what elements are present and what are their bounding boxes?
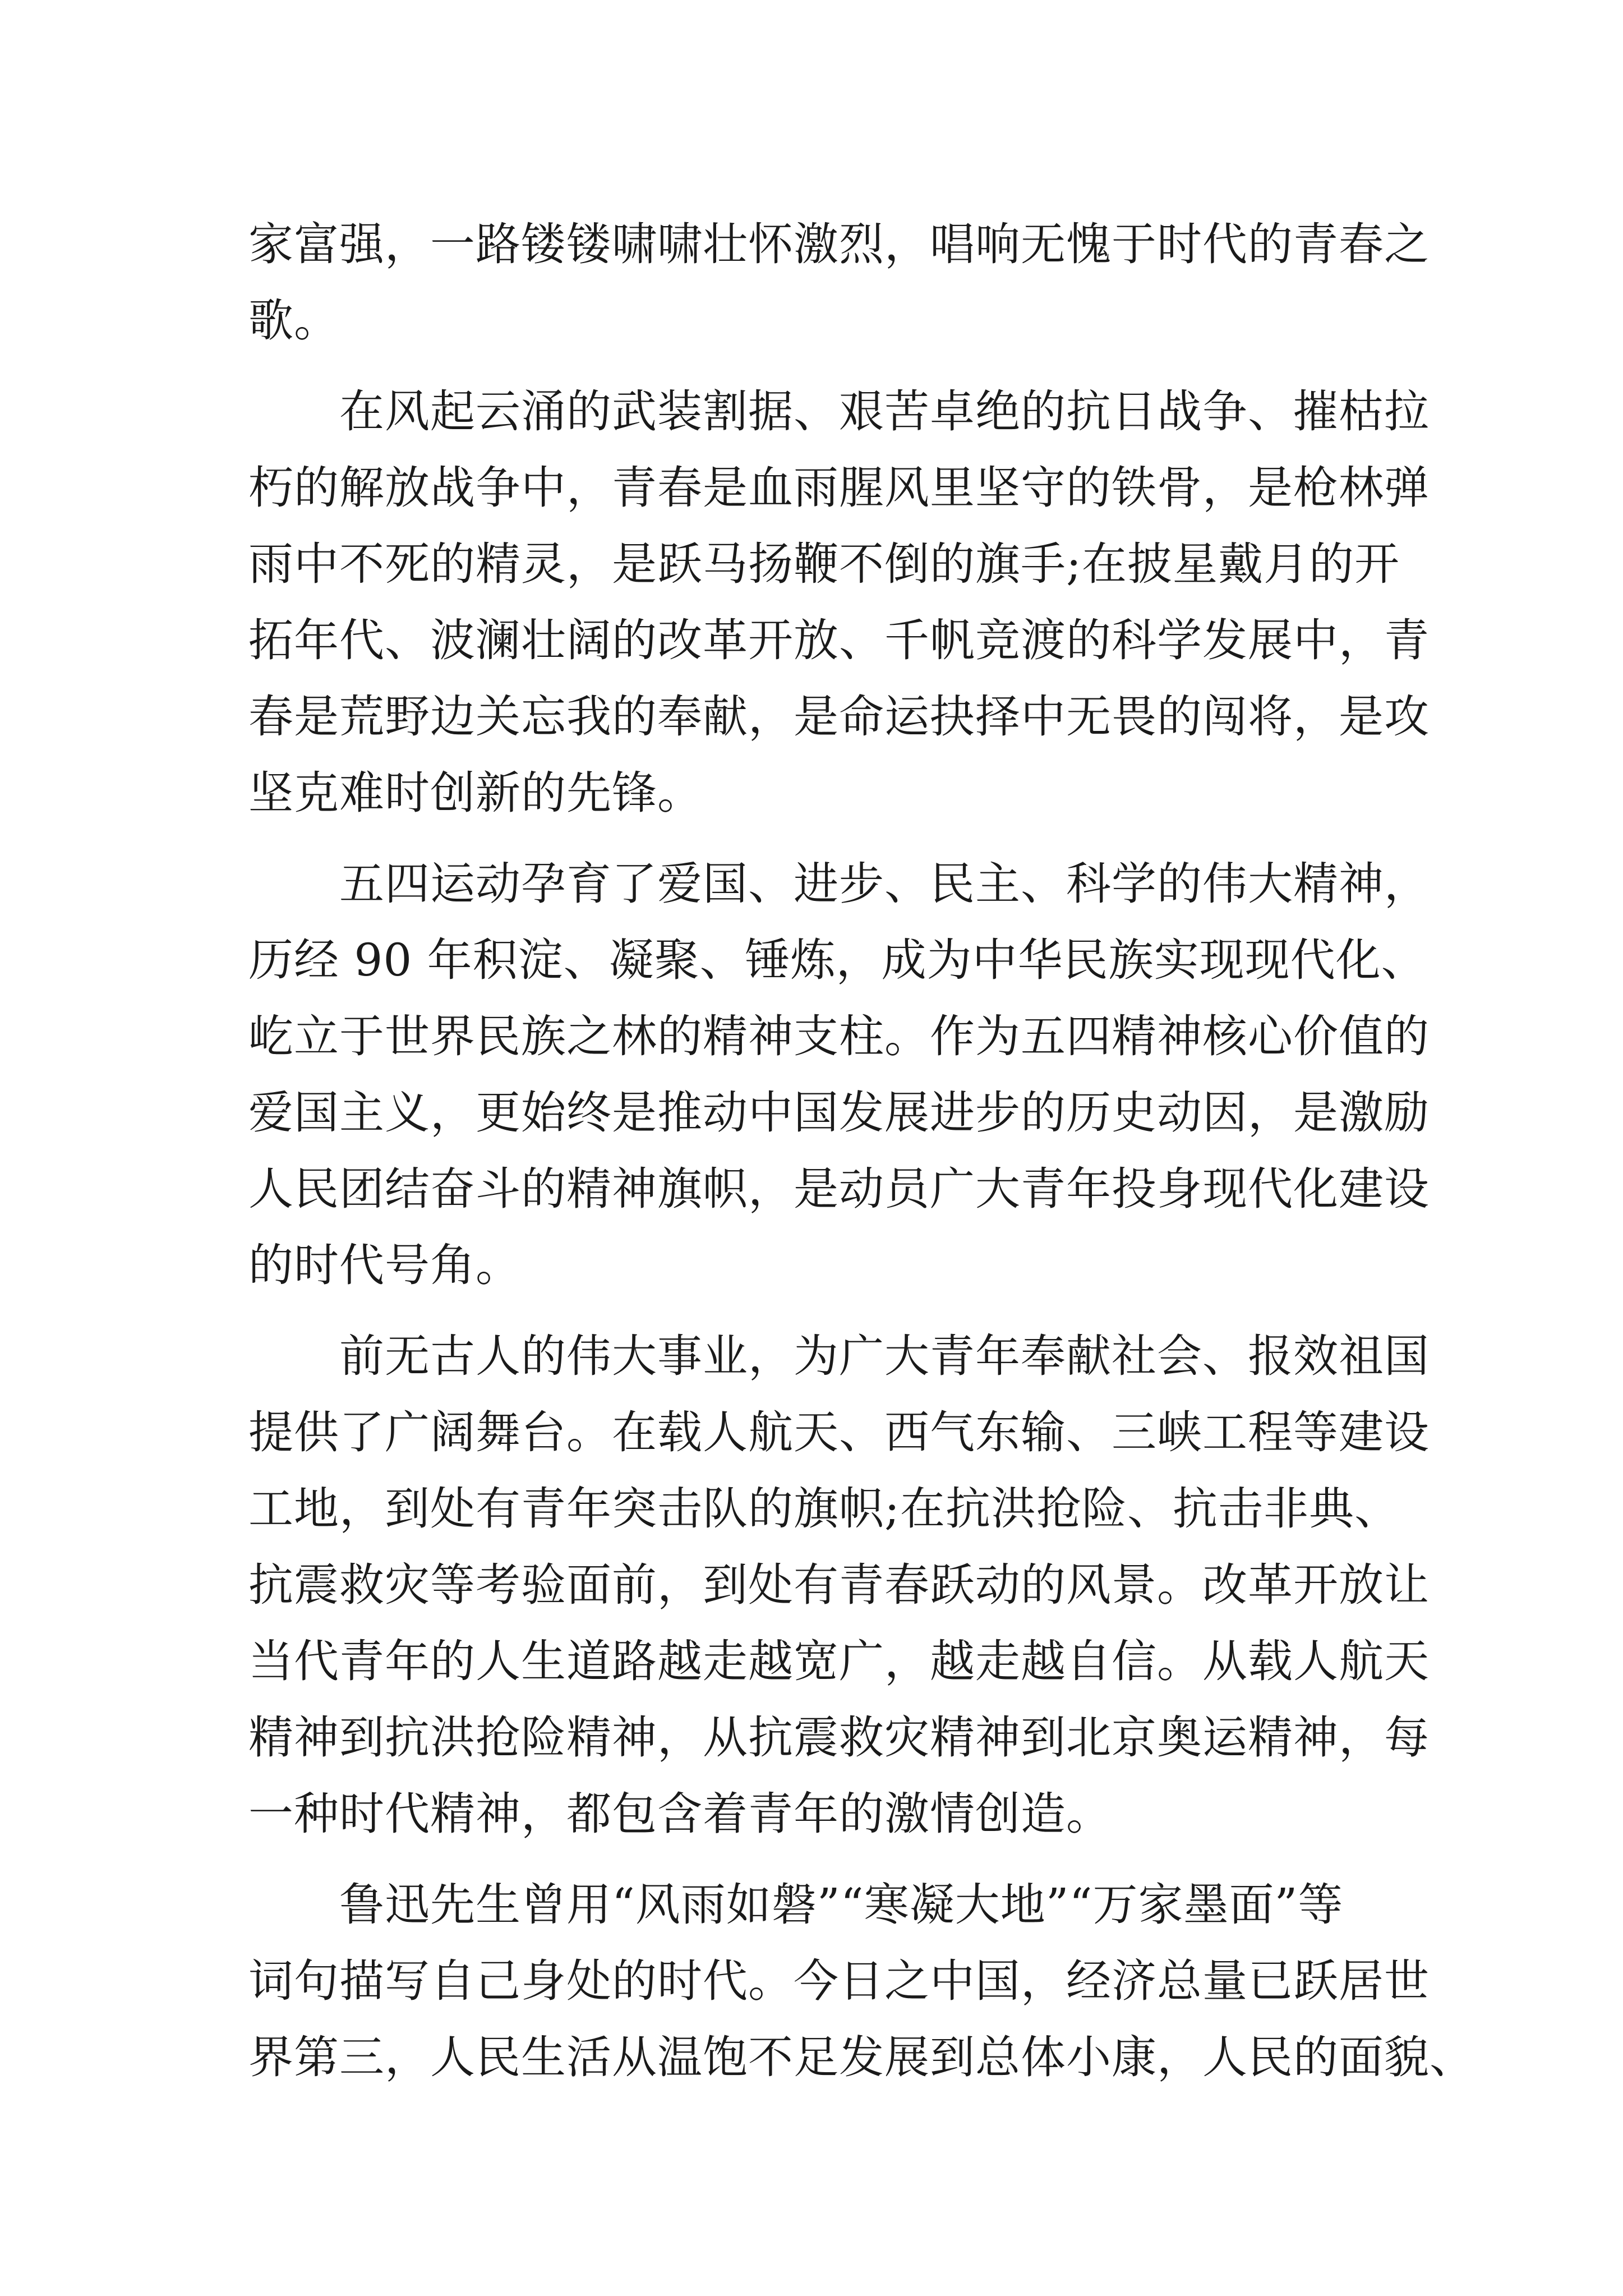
- text-line: 春是荒野边关忘我的奉献，是命运抉择中无畏的闯将，是攻: [248, 691, 1430, 743]
- text-line: 爱国主义，更始终是推动中国发展进步的历史动因，是激励: [248, 1087, 1430, 1139]
- paragraph: [248, 1867, 1475, 2096]
- text-line: 歌。: [248, 295, 339, 347]
- text-line: 精神到抗洪抢险精神，从抗震救灾精神到北京奥运精神，每: [248, 1711, 1430, 1764]
- text-line: 的时代号角。: [248, 1239, 521, 1291]
- paragraph: [248, 846, 1430, 1304]
- text-line: 工地，到处有青年突击队的旗帜;在抗洪抢险、抗击非典、: [248, 1483, 1400, 1535]
- text-line: 家富强，一路镂镂啸啸壮怀激烈，唱响无愧于时代的青春之: [248, 218, 1430, 270]
- text-line: 提供了广阔舞台。在载人航天、西气东输、三峡工程等建设: [248, 1406, 1430, 1458]
- text-line: 五四运动孕育了爱国、进步、民主、科学的伟大精神，: [248, 858, 1430, 910]
- paragraph: [248, 206, 1430, 359]
- text-line: 抗震救灾等考验面前，到处有青春跃动的风景。改革开放让: [248, 1559, 1430, 1611]
- text-line: 屹立于世界民族之林的精神支柱。作为五四精神核心价值的: [248, 1010, 1430, 1062]
- paragraph: [248, 1318, 1430, 1852]
- text-line: 拓年代、波澜壮阔的改革开放、千帆竞渡的科学发展中，青: [248, 614, 1430, 666]
- text-line: 在风起云涌的武装割据、艰苦卓绝的抗日战争、摧枯拉: [248, 385, 1430, 438]
- text-line: 词句描写自己身处的时代。今日之中国，经济总量已跃居世: [248, 1955, 1430, 2007]
- text-line: 人民团结奋斗的精神旗帜，是动员广大青年投身现代化建设: [248, 1163, 1430, 1215]
- body-text: [248, 206, 1475, 2096]
- text-line: 历经 90 年积淀、凝聚、锤炼，成为中华民族实现现代化、: [248, 934, 1427, 986]
- text-line: 雨中不死的精灵，是跃马扬鞭不倒的旗手;在披星戴月的开: [248, 538, 1400, 590]
- text-line: 坚克难时创新的先锋。: [248, 767, 703, 819]
- text-line: 前无古人的伟大事业，为广大青年奉献社会、报效祖国: [248, 1330, 1430, 1382]
- text-line: 朽的解放战争中，青春是血雨腥风里坚守的铁骨，是枪林弹: [248, 462, 1430, 514]
- text-line: 当代青年的人生道路越走越宽广，越走越自信。从载人航天: [248, 1635, 1430, 1687]
- text-line: 一种时代精神，都包含着青年的激情创造。: [248, 1788, 1112, 1840]
- paragraph: [248, 374, 1430, 831]
- text-line: 界第三，人民生活从温饱不足发展到总体小康，人民的面貌、: [248, 2031, 1475, 2083]
- text-line: 鲁迅先生曾用“风雨如磐”“寒凝大地”“万家墨面”等: [248, 1879, 1344, 1931]
